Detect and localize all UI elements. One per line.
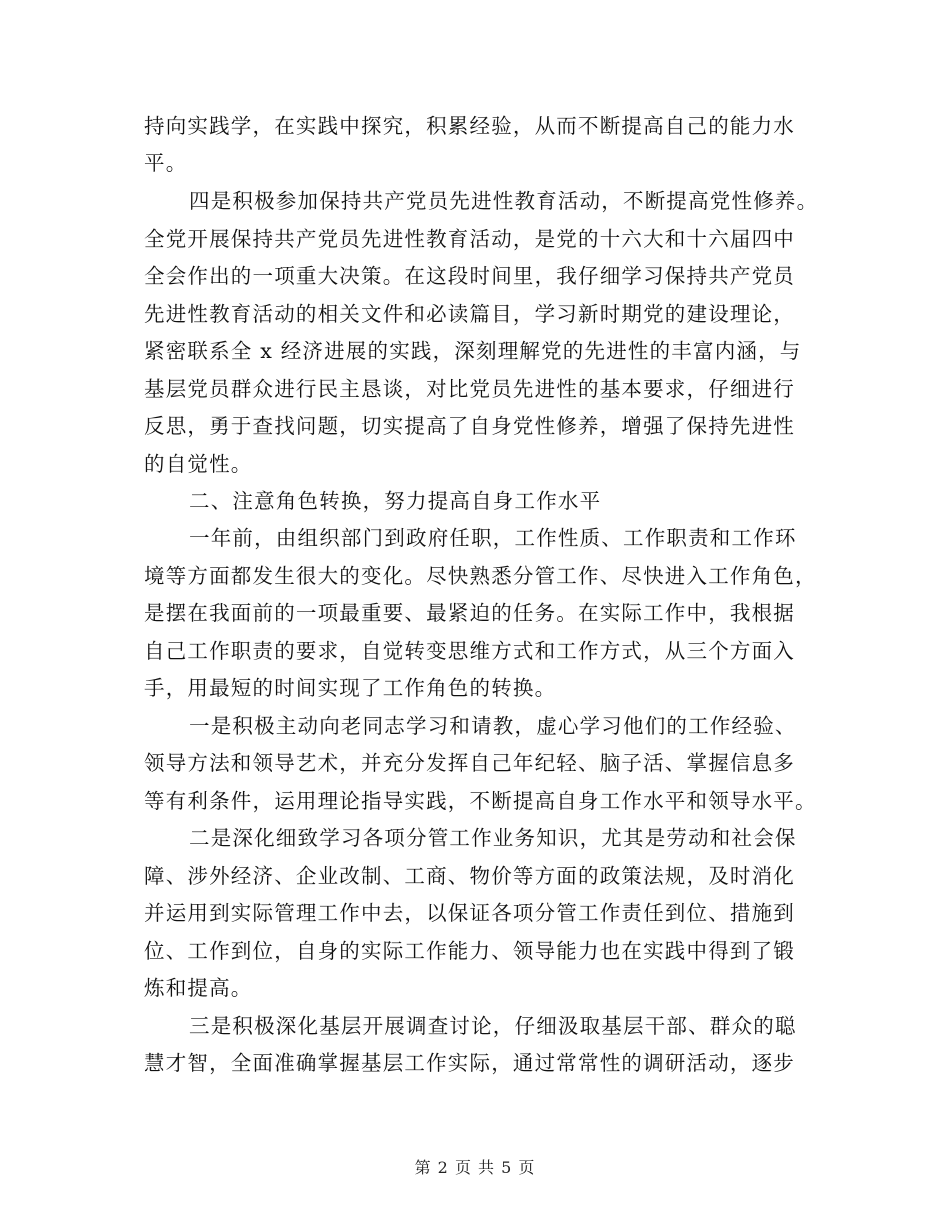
- paragraph-first-line: 一是积极主动向老同志学习和请教，虚心学习他们的工作经验、: [189, 714, 797, 738]
- text-line: 是摆在我面前的一项最重要、最紧迫的任务。在实际工作中，我根据: [144, 601, 795, 625]
- text-line: 障、涉外经济、企业改制、工商、物价等方面的政策法规，及时消化: [144, 864, 795, 888]
- text-line: 炼和提高。: [144, 976, 253, 1000]
- text-line: 领导方法和领导艺术，并充分发挥自己年纪轻、脑子活、掌握信息多: [144, 751, 795, 775]
- text-line: 境等方面都发生很大的变化。尽快熟悉分管工作、尽快进入工作角色，: [144, 564, 817, 588]
- text-line: 并运用到实际管理工作中去，以保证各项分管工作责任到位、措施到: [144, 901, 795, 925]
- text-line: 紧密联系全 x 经济进展的实践，深刻理解党的先进性的丰富内涵，与: [144, 339, 802, 363]
- text-line: 全会作出的一项重大决策。在这段时间里，我仔细学习保持共产党员: [144, 264, 795, 288]
- text-line: 基层党员群众进行民主恳谈，对比党员先进性的基本要求，仔细进行: [144, 377, 795, 401]
- text-line: 等有利条件，运用理论指导实践，不断提高自身工作水平和领导水平。: [144, 789, 817, 813]
- text-line: 慧才智，全面准确掌握基层工作实际，通过常常性的调研活动，逐步: [144, 1051, 795, 1075]
- text-line: 自己工作职责的要求，自觉转变思维方式和工作方式，从三个方面入: [144, 639, 795, 663]
- text-line: 先进性教育活动的相关文件和必读篇目，学习新时期党的建设理论，: [144, 302, 795, 326]
- text-line: 平。: [144, 151, 188, 175]
- paragraph-first-line: 二是深化细致学习各项分管工作业务知识，尤其是劳动和社会保: [189, 826, 797, 850]
- section-heading: 二、注意角色转换，努力提高自身工作水平: [189, 489, 602, 513]
- paragraph-first-line: 四是积极参加保持共产党员先进性教育活动，不断提高党性修养。: [189, 189, 819, 213]
- page-number-footer: 第 2 页 共 5 页: [414, 1158, 536, 1177]
- text-line: 反思，勇于查找问题，切实提高了自身党性修养，增强了保持先进性: [144, 414, 795, 438]
- text-line: 位、工作到位，自身的实际工作能力、领导能力也在实践中得到了锻: [144, 939, 795, 963]
- text-line: 的自觉性。: [144, 452, 253, 476]
- paragraph-first-line: 三是积极深化基层开展调查讨论，仔细汲取基层干部、群众的聪: [189, 1014, 797, 1038]
- text-line: 全党开展保持共产党员先进性教育活动，是党的十六大和十六届四中: [144, 227, 795, 251]
- text-line: 持向实践学，在实践中探究，积累经验，从而不断提高自己的能力水: [144, 114, 795, 138]
- paragraph-first-line: 一年前，由组织部门到政府任职，工作性质、工作职责和工作环: [189, 526, 797, 550]
- text-line: 手，用最短的时间实现了工作角色的转换。: [144, 676, 557, 700]
